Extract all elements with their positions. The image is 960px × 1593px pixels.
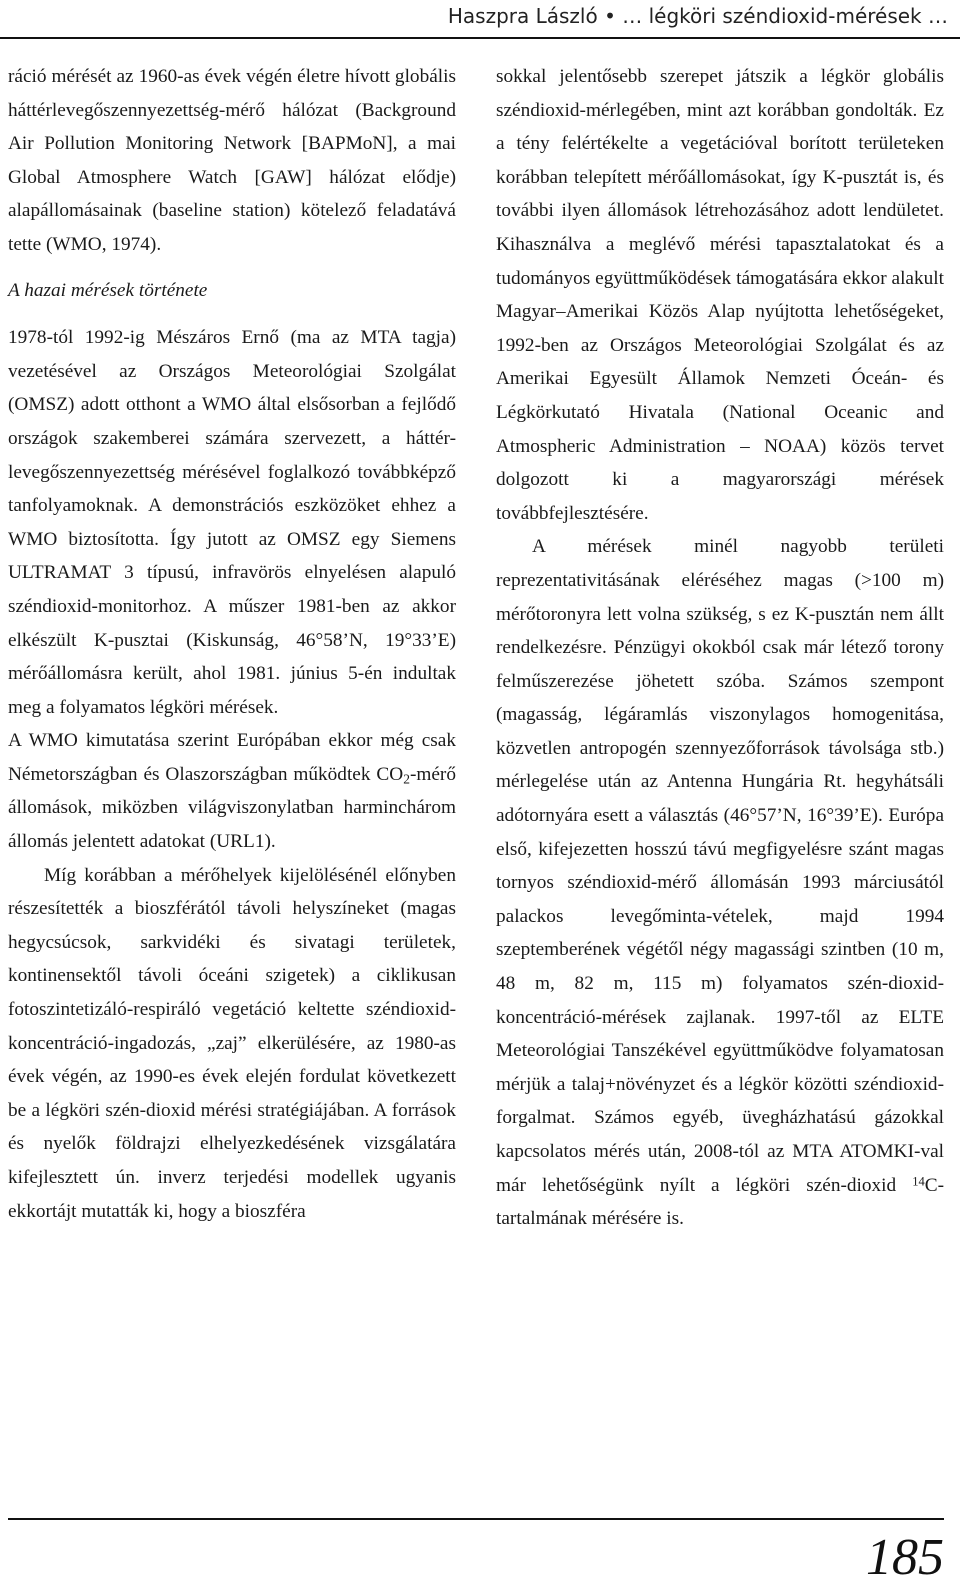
paragraph (496, 530, 944, 1235)
subscript: 2 (403, 771, 410, 787)
text-fragment: -mérő állomások, miközben világviszonylatban harminchárom állomás jelentett adatokat (URL1). (8, 763, 456, 853)
superscript: 14 (912, 1173, 925, 1188)
running-head: Haszpra László • … légköri széndioxid-mérések … (447, 4, 948, 28)
page-number: 185 (866, 1529, 944, 1586)
left-column (8, 60, 456, 1228)
text-fragment: A WMO kimutatása szerint Európában ekkor még csak Németországban és Olaszországban működtek CO (8, 730, 456, 785)
paragraph: ráció mérését az 1960-as évek végén életre hívott globális háttérlevegőszennyezettség-mérő hálózat (Background Air Pollution Monitoring Network [BAPMoN], a mai Global Atmosphere Watch [GAW] hálózat elődje) alapállomásainak (baseline station) kötelező feladatává tette (WMO, 1974). (8, 66, 456, 255)
section-title: A hazai mérések története (8, 279, 208, 301)
footer-rule (8, 1518, 944, 1520)
paragraph (8, 724, 456, 858)
text-fragment: C-tartalmának mérésére is. (496, 1174, 944, 1230)
paragraph: sokkal jelentősebb szerepet játszik a légkör globális széndioxid-mérlegében, mint azt korábban gondolták. Ez a tény felértékelte a vegetációval borított területeken korábban telepített mérőállomásokat, így K-pusztát is, és további ilyen állomások létrehozásához adott lendületet. Kihasználva a meglévő mérési tapasztalatokat és a tudományos együttműködések támogatására ekkor alakult Magyar–Amerikai Közös Alap nyújtotta lehetőségeket, 1992-ben az Országos Meteorológiai Szolgálat és az Amerikai Egyesült Államok Nemzeti Óceán- és Légkörkutató Hivatala (National Oceanic and Atmospheric Administration – NOAA) közös tervet dolgozott ki a magyarországi mérések továbbfejlesztésére. (496, 66, 944, 524)
paragraph: 1978-tól 1992-ig Mészáros Ernő (ma az MTA tagja) vezetésével az Országos Meteorológiai Szolgálat (OMSZ) adott otthont a WMO által elsősorban a fejlődő országok szakemberei számára szervezett, a háttér-levegőszennyezettség mérésével foglalkozó továbbképző tanfolyamoknak. A demonstrációs eszközöket ehhez a WMO biztosította. Így jutott az OMSZ egy Siemens ULTRAMAT 3 típusú, infravörös elnyelésen alapuló széndioxid-monitorhoz. A műszer 1981-ben az akkor elkészült K-pusztai (Kiskunság, 46°58’N, 19°33’E) mérőállomásra került, ahol 1981. június 5-én indultak meg a folyamatos légköri mérések. (8, 327, 456, 718)
text-fragment: A mérések minél nagyobb területi reprezentativitásának eléréséhez magas (>100 m) mérőtoronyra lett volna szükség, s ez K-pusztán nem állt rendelkezésre. Pénzügyi okokból csak már létező torony felműszerezése jöhetett szóba. Számos szempont (magasság, légáramlás viszonylagos homogenitása, közvetlen antropogén szennyezőforrások távolsága stb.) mérlegelése után az Antenna Hungária Rt. hegyhátsáli adótornyára esett a választás (46°57’N, 16°39’E). Európa első, kifejezetten hosszú távú megfigyelésre szánt magas tornyos széndioxid-mérő állomásán 1993 márciusától palackos levegőminta-vételek, majd 1994 szeptemberének végétől négy magassági szintben (10 m, 48 m, 82 m, 115 m) folyamatos szén-dioxid-koncentráció-mérések zajlanak. 1997-től az ELTE Meteorológiai Tanszékével együttműködve folyamatosan mérjük a talaj+növényzet és a légkör közötti széndioxid-forgalmat. Számos egyéb, üvegházhatású gázokkal kapcsolatos mérés után, 2008-tól az MTA ATOMKI-val már lehetőségünk nyílt a légköri szén-dioxid (496, 536, 944, 1196)
right-column (496, 60, 944, 1236)
header-rule (0, 37, 960, 39)
paragraph: Míg korábban a mérőhelyek kijelölésénél előnyben részesítették a bioszférától távoli helyszíneket (magas hegycsúcsok, sarkvidéki és sivatagi területek, kontinensektől távoli óceáni szigetek) a ciklikusan fotoszintetizáló-respiráló vegetáció keltette széndioxid-koncentráció-ingadozás, „zaj” elkerülésére, az 1980-as évek végén, az 1990-es évek elején fordulat következett be a légköri szén-dioxid mérési stratégiájában. A források és nyelők földrajzi elhelyezkedésének vizsgálatára kifejlesztett ún. inverz terjedési modellek ugyanis ekkortájt mutatták ki, hogy a bioszféra (8, 864, 456, 1222)
